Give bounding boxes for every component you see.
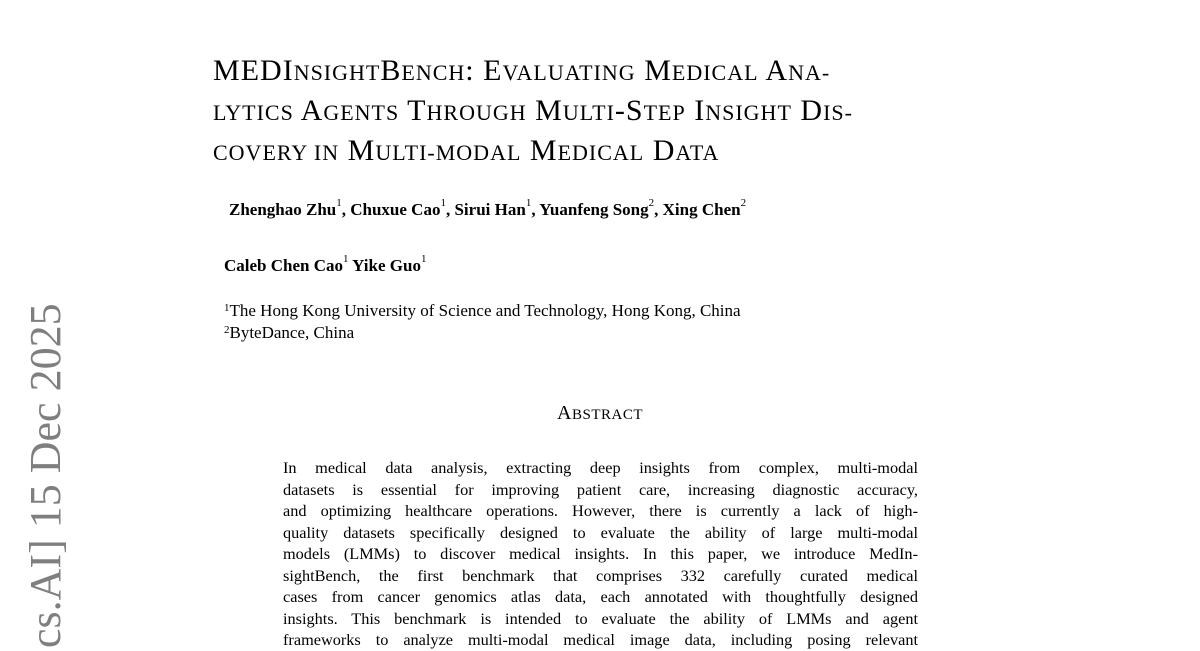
- author-affiliation-marker: 1: [525, 197, 532, 209]
- abstract-line: insights. This benchmark is intended to evaluate the ability of LMMs and agent: [283, 608, 918, 628]
- abstract-line: datasets is essential for improving patient care, increasing diagnostic accuracy,: [283, 479, 918, 499]
- abstract-line: sightBench, the first benchmark that comprises 332 carefully curated medical: [283, 565, 918, 585]
- author-name: Xing Chen: [662, 200, 741, 219]
- affiliation-line: [224, 300, 741, 322]
- title-fragment: VALUATING: [502, 60, 636, 85]
- author-list-second-line: [224, 253, 427, 276]
- title-fragment: T: [399, 94, 427, 127]
- abstract-line: cases from cancer genomics atlas data, each annotated with thoughtfully designed: [283, 587, 918, 606]
- title-fragment: HROUGH: [426, 100, 527, 125]
- title-fragment: M: [213, 54, 241, 87]
- abstract-heading-rest: BSTRACT: [571, 407, 643, 423]
- abstract-heading: [0, 402, 1200, 425]
- title-fragment: ENCH: [401, 60, 466, 85]
- author-affiliation-marker: 1: [343, 253, 349, 265]
- title-fragment: -S: [614, 94, 644, 127]
- title-line-3: [213, 132, 1003, 172]
- title-fragment: D: [791, 94, 824, 127]
- title-fragment: M: [339, 134, 376, 167]
- abstract-heading-initial: A: [557, 402, 572, 424]
- author-name: Caleb Chen Cao: [224, 256, 344, 275]
- affiliation-text: ByteDance, China: [229, 323, 355, 342]
- affiliation-number: 1: [224, 302, 230, 314]
- title-fragment: M: [635, 54, 672, 87]
- author-separator: ,: [654, 200, 663, 219]
- author-name: Chuxue Cao: [350, 200, 441, 219]
- author-name: Sirui Han: [454, 200, 526, 219]
- author-affiliation-marker: 1: [440, 197, 446, 209]
- title-fragment: D: [644, 134, 676, 167]
- affiliation-number: 2: [224, 324, 230, 336]
- title-fragment: NSIGHT: [705, 100, 792, 125]
- author-separator: ,: [531, 200, 540, 219]
- author-name: Zhenghao Zhu: [229, 200, 337, 219]
- title-fragment: M: [526, 94, 563, 127]
- title-fragment: I: [282, 54, 294, 87]
- abstract-body: [283, 457, 918, 651]
- author-name: Yike Guo: [352, 256, 421, 275]
- affiliations: [224, 300, 741, 344]
- title-fragment: A: [758, 54, 789, 87]
- title-fragment: TEP: [643, 100, 686, 125]
- abstract-line: frameworks to analyze multi-modal medical image data, including posing relevant: [283, 630, 918, 649]
- title-fragment: I: [685, 94, 706, 127]
- abstract-line: models (LMMs) to discover medical insights. In this paper, we introduce MedIn-: [283, 544, 918, 563]
- author-separator: ,: [445, 200, 455, 219]
- title-fragment: ATA: [675, 140, 720, 165]
- title-fragment: ED: [240, 54, 283, 87]
- title-line-1: [213, 52, 1003, 92]
- title-fragment: ULTI-MODAL: [375, 140, 522, 165]
- author-list: [229, 197, 989, 220]
- affiliation-line: [224, 322, 741, 344]
- author-separator: ,: [341, 200, 351, 219]
- paper-title: [213, 52, 1003, 172]
- title-fragment: M: [521, 134, 558, 167]
- title-fragment: A: [293, 94, 324, 127]
- title-fragment: EDICAL: [557, 140, 645, 165]
- title-fragment: IS-: [823, 100, 853, 125]
- title-fragment: E: [483, 54, 503, 87]
- author-affiliation-marker: 2: [740, 197, 747, 209]
- title-fragment: :: [465, 54, 484, 87]
- affiliation-text: The Hong Kong University of Science and Technology, Hong Kong, China: [229, 301, 741, 320]
- title-fragment: EDICAL: [671, 60, 759, 85]
- title-fragment: NA-: [788, 60, 831, 85]
- title-fragment: B: [380, 54, 402, 87]
- author-name: Yuanfeng Song: [539, 200, 649, 219]
- title-fragment: ULTI: [562, 100, 615, 125]
- author-affiliation-marker: 1: [420, 253, 427, 265]
- abstract-line: In medical data analysis, extracting deep insights from complex, multi-modal: [283, 458, 918, 477]
- title-fragment: GENTS: [323, 100, 400, 125]
- abstract-line: and optimizing healthcare operations. However, there is currently a lack of high-: [283, 501, 918, 520]
- title-fragment: COVERY IN: [213, 140, 340, 165]
- abstract-line: quality datasets specifically designed to evaluate the ability of large multi-modal: [283, 522, 918, 542]
- title-fragment: NSIGHT: [293, 60, 381, 85]
- title-fragment: LYTICS: [213, 100, 294, 125]
- title-line-2: [213, 92, 1003, 132]
- author-affiliation-marker: 1: [336, 197, 342, 209]
- author-affiliation-marker: 2: [648, 197, 655, 209]
- arxiv-identifier-stamp: cs.AI] 15 Dec 2025: [21, 303, 70, 648]
